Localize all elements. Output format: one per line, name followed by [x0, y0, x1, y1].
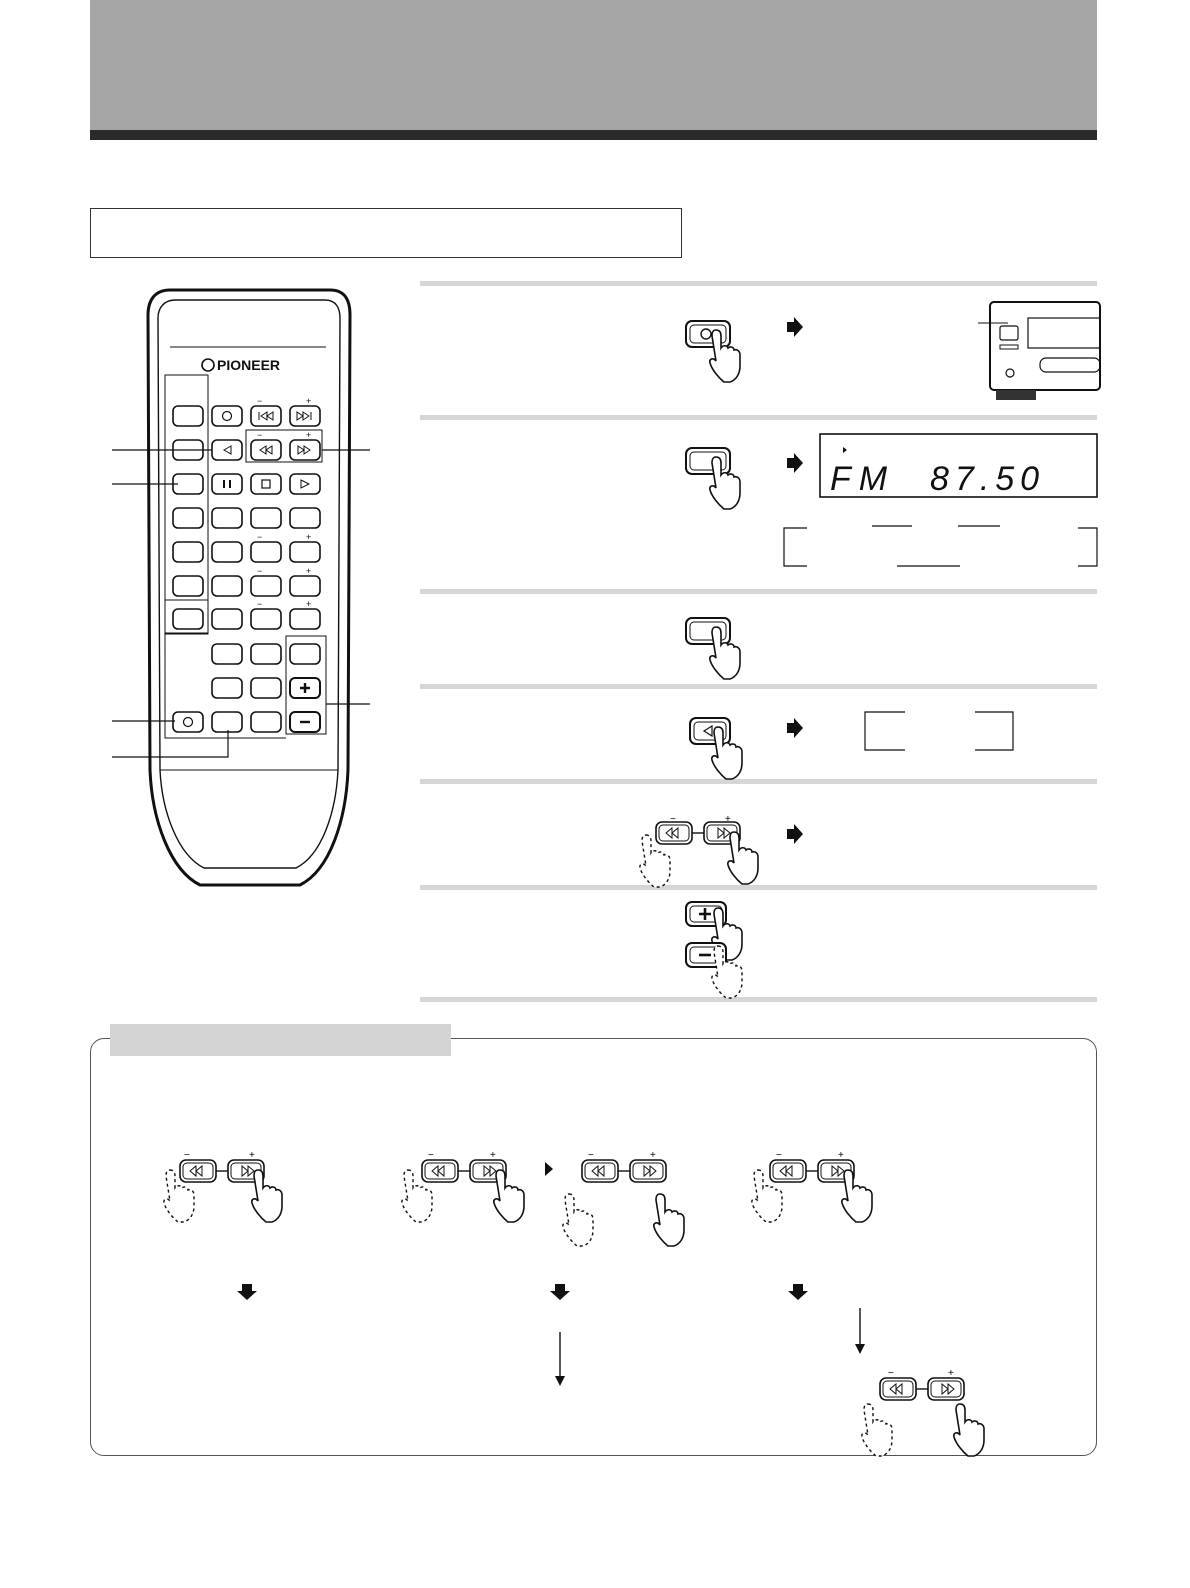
minus-sign: − — [776, 1150, 782, 1161]
plus-sign: + — [306, 430, 312, 440]
remote-button[interactable] — [251, 644, 281, 664]
plus-sign: + — [948, 1368, 954, 1379]
remote-button[interactable] — [251, 712, 281, 732]
tuner-display — [820, 434, 1097, 498]
hand-pointer-icon — [654, 1194, 684, 1246]
tuning-button-pair[interactable] — [656, 822, 740, 844]
arrow-down-icon — [237, 1284, 257, 1300]
minus-sign: − — [257, 430, 263, 440]
tuning-button-pair[interactable] — [180, 1160, 264, 1182]
minus-sign: − — [184, 1150, 190, 1161]
tuning-button-pair-released[interactable] — [582, 1160, 666, 1182]
minus-sign: − — [428, 1150, 434, 1161]
minus-sign: − — [257, 599, 263, 609]
plus-sign: + — [838, 1150, 844, 1161]
minus-sign: − — [888, 1368, 894, 1379]
remote-plus-button[interactable] — [290, 542, 320, 562]
minus-sign: − — [670, 814, 676, 825]
step-6 — [686, 902, 742, 998]
note-illustrations — [164, 1150, 984, 1456]
mode-toggle-diagram — [865, 712, 1013, 750]
plus-sign: + — [490, 1150, 496, 1161]
minus-sign: − — [257, 396, 263, 406]
remote-control — [112, 290, 370, 885]
plus-sign: + — [306, 532, 312, 542]
step-3 — [686, 618, 740, 679]
remote-minus-button[interactable] — [251, 542, 281, 562]
hand-pointer-icon — [252, 1170, 282, 1222]
remote-pause-button[interactable] — [212, 474, 242, 494]
hand-pointer-dotted-icon — [563, 1194, 593, 1246]
remote-button[interactable] — [173, 609, 203, 629]
plus-sign: + — [306, 566, 312, 576]
remote-power-button[interactable] — [212, 406, 242, 426]
remote-skip-back-button[interactable] — [251, 406, 281, 426]
tuning-button-pair[interactable] — [422, 1160, 506, 1182]
hand-pointer-icon — [728, 832, 758, 884]
tuner-unit-illustration — [978, 302, 1100, 400]
remote-stop-button[interactable] — [251, 474, 281, 494]
plus-sign: + — [249, 1150, 255, 1161]
step-2 — [686, 434, 1097, 566]
brand-logo: PIONEER — [217, 357, 281, 373]
remote-fast-forward-button[interactable] — [290, 440, 320, 460]
display-frequency: 87.50 — [930, 460, 1046, 498]
step-5 — [640, 814, 803, 887]
minus-sign: − — [588, 1150, 594, 1161]
step-1 — [686, 302, 1100, 400]
hand-pointer-icon — [494, 1170, 524, 1222]
minus-sign: − — [257, 532, 263, 542]
remote-button[interactable] — [212, 609, 242, 629]
band-cycle-diagram — [784, 526, 1097, 566]
remote-button[interactable] — [212, 712, 242, 732]
plus-sign: + — [306, 599, 312, 609]
remote-button[interactable] — [212, 678, 242, 698]
remote-button[interactable] — [251, 508, 281, 528]
remote-standby-button[interactable] — [173, 712, 203, 732]
display-band: FM — [830, 460, 896, 498]
arrow-right-icon — [787, 317, 803, 337]
minus-sign: − — [257, 566, 263, 576]
plus-sign: + — [725, 814, 731, 825]
arrow-right-icon — [545, 1162, 553, 1176]
tuning-button-pair[interactable] — [770, 1160, 854, 1182]
remote-button[interactable] — [290, 508, 320, 528]
arrow-right-icon — [787, 824, 803, 844]
remote-button[interactable] — [290, 644, 320, 664]
remote-button[interactable] — [212, 644, 242, 664]
remote-button[interactable] — [212, 542, 242, 562]
remote-plus-button[interactable] — [290, 576, 320, 596]
hand-pointer-icon — [954, 1404, 984, 1456]
arrow-right-icon — [787, 718, 803, 738]
remote-button[interactable] — [173, 508, 203, 528]
plus-sign: + — [650, 1150, 656, 1161]
remote-button[interactable] — [251, 678, 281, 698]
remote-minus-button[interactable] — [251, 576, 281, 596]
remote-button[interactable] — [173, 576, 203, 596]
remote-button[interactable] — [173, 542, 203, 562]
remote-minus-button[interactable] — [251, 609, 281, 629]
arrow-down-icon — [550, 1284, 570, 1300]
remote-button[interactable] — [212, 576, 242, 596]
tuning-button-pair-released[interactable] — [880, 1378, 964, 1400]
arrow-right-icon — [787, 453, 803, 473]
plus-sign: + — [306, 396, 312, 406]
step-4 — [690, 712, 1013, 779]
hand-pointer-icon — [842, 1170, 872, 1222]
remote-button[interactable] — [173, 406, 203, 426]
arrow-down-icon — [788, 1284, 808, 1300]
remote-skip-forward-button[interactable] — [290, 406, 320, 426]
hand-pointer-dotted-icon — [862, 1404, 892, 1456]
remote-back-button[interactable] — [212, 440, 242, 460]
remote-play-button[interactable] — [290, 474, 320, 494]
remote-button[interactable] — [212, 508, 242, 528]
remote-plus-button[interactable] — [290, 609, 320, 629]
